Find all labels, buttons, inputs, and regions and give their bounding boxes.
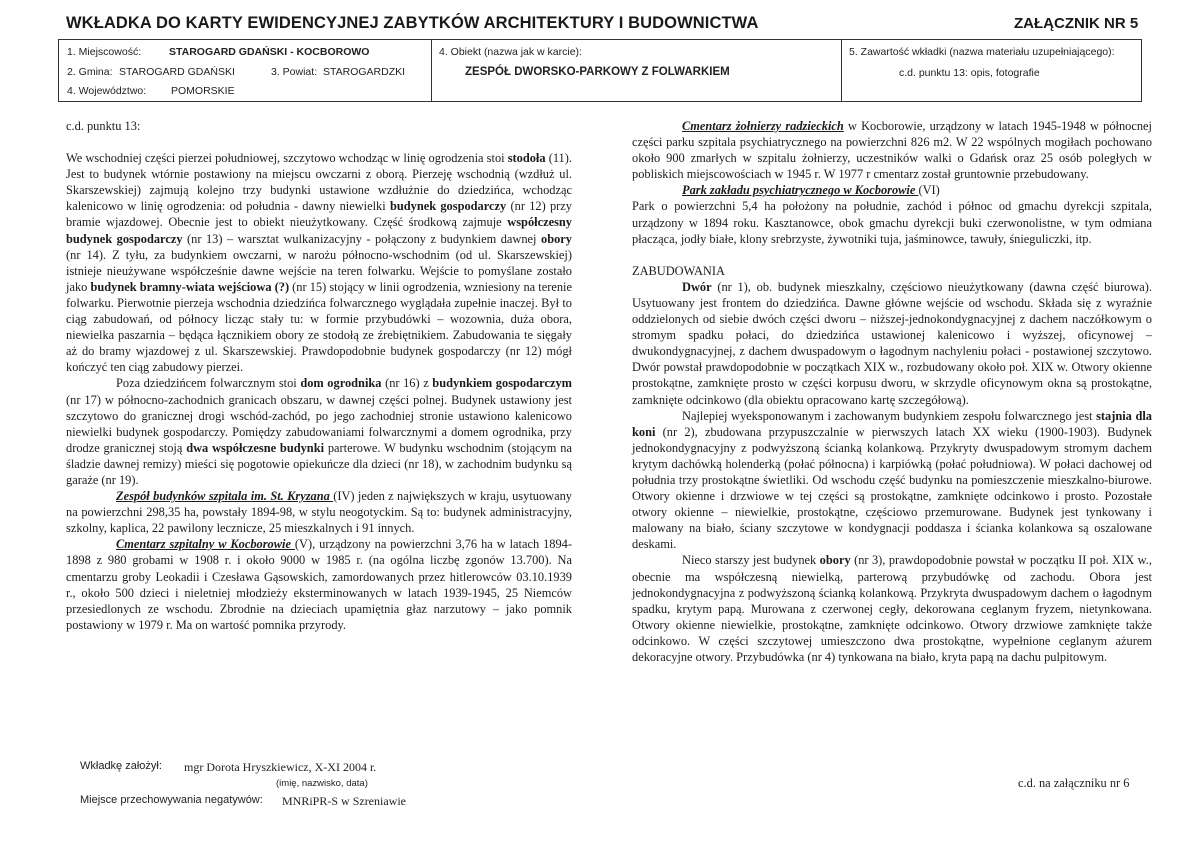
- paragraph-park: Park o powierzchni 5,4 ha położony na południe, zachód i północ od gmachu dyrekcji szpitala, urządzony w 1894 roku. Kasztanowce, obok gmachu dyrekcji buki czerwonolistne, w tym odmiana płacząca, jodły białe, klony srebrzyste, żywotniki tuja, jaśminowce, tawuły, śnieguliczki, itp.: [632, 199, 1152, 246]
- paragraph-hospital-cemetery: Cmentarz szpitalny w Kocborowie (V), urządzony na powierzchni 3,76 ha w latach 1894-1898 z 980 grobami w 1908 r. i około 9000 w 1985 r. (na ogólna liczbę zgonów 13.700). Na cmentarzu groby Leokadii i Czesława Gąsowskich, zamordowanych przez hitlerowców 03.10.1939 r., około 500 dzieci i nieletniej młodzieży eksterminowanych w latach 1939-1945, 25 Niemców przesiedlonych ze wschodu. Zbrodnie na dzieciach upamiętnia głaz narzutowy – jako pomnik postawiony w 1979 r. Ma on wartość pomnika przyrody.: [66, 537, 572, 632]
- paragraph-gardener-house: Poza dziedzińcem folwarcznym stoi dom ogrodnika (nr 16) z budynkiem gospodarczym (nr 17) w północno-zachodnich granicach obszaru, w dawnej części polnej. Budynek ustawiony jest szczytowo do granicznej drogi wschód-zachód, po jego zachodniej stronie ustawiono kalenicowo niewielki budynek gospodarczy. Pomiędzy zabudowaniami folwarcznymi a domem ogrodnika, przy drodze granicznej stoją dwa współczesne budynki parterowe. W budynku wschodnim (stojącym na śladzie dawnej remizy) mieści się pogotowie opiekuńcze dla dzieci (nr 18), w zachodnim budynku są garaże (nr 19).: [66, 376, 572, 487]
- paragraph-manor: Dwór (nr 1), ob. budynek mieszkalny, częściowo nieużytkowany (dawna część biurowa). Usytuowany jest frontem do dziedzińca. Dawne główne wejście od wschodu. Składa się z wyraźnie oddzielonych od siebie dwóch części dworu – niższej-jednokondygnacyjnej z dachem naczółkowym o stromym spadku połaci, do dziedzińca ustawionej kalenicowo i wyższej, oficynowej – dwukondygnacyjnej, z dachem dwuspadowym o łagodnym nachyleniu połaci - postawionej szczytowo. Dwór powstał prawdopodobnie w początkach XIX w., rozbudowany około poł. XIX w. Otwory okienne prostokątne, zamknięte prosto w części korpusu dworu, w skrzydle oficynowym okna są prostokątne, zamknięte odcinkowo (dla obiektu opracowano kartę szczegółową).: [632, 279, 1152, 407]
- miejscowosc-label: 1. Miejscowość:: [67, 46, 142, 58]
- negatives-location-value: MNRiPR-S w Szreniawie: [282, 794, 406, 808]
- miejscowosc-value: STAROGARD GDAŃSKI - KOCBOROWO: [169, 46, 370, 58]
- zawartosc-label: 5. Zawartość wkładki (nazwa materiału uzupełniającego):: [849, 46, 1115, 58]
- obiekt-value: ZESPÓŁ DWORSKO-PARKOWY Z FOLWARKIEM: [465, 66, 730, 78]
- location-cell: [59, 40, 432, 101]
- paragraph-soviet-cemetery: Cmentarz żołnierzy radzieckich w Kocborowie, urządzony w latach 1945-1948 w północnej części parku szpitala psychiatrycznego na powierzchni 826 m2. W 22 wspólnych mogiłach pochowano około 900 zmarłych w szpitalu żołnierzy, uczestników walki o Gdańsk oraz 25 osób poległych w pobliskich miejscowościach w 1945 r. W 1977 r cmentarz został gruntownie przebudowany.: [632, 119, 1152, 182]
- wojewodztwo-label: 4. Województwo:: [67, 85, 147, 97]
- paragraph-park-heading: Park zakładu psychiatrycznego w Kocborowie (VI): [682, 183, 940, 198]
- negatives-location-label: Miejsce przechowywania negatywów:: [80, 794, 263, 806]
- paragraph-stable: Najlepiej wyeksponowanym i zachowanym budynkiem zespołu folwarcznego jest stajnia dla koni (nr 2), zbudowana przypuszczalnie w pierwszych latach XX wieku (1900-1903). Budynek jednokondygnacyjny z podwyższoną ścianką kolankową. Przykryty dwuspadowym stromym dachem krytym dachówką holenderką (połać północna) i karpiówką (połać południowa). W połaci dachowej od południa trzy prostokątne świetliki. Od wschodu część budynku na pomieszczenie mieszkalno-biurowe. Otwory okienne i drzwiowe w tej części są prostokątne, zamknięte odcinkowo i prosto. Pozostałe otwory okienne – niewielkie, prostokątne, częściowo przemurowane. Budynek jest tynkowany i malowany na biało, ściany szczytowe w kondygnacji poddasza i ścianka kolankowa są oszalowane deskami.: [632, 408, 1152, 552]
- left-column: [66, 118, 572, 633]
- wojewodztwo-value: POMORSKIE: [171, 85, 235, 97]
- author-value: mgr Dorota Hryszkiewicz, X-XI 2004 r.: [184, 760, 377, 774]
- section-heading-zabudowania: ZABUDOWANIA: [632, 263, 725, 278]
- right-column: [632, 118, 1152, 665]
- powiat-value: STAROGARDZKI: [323, 66, 406, 78]
- object-cell: [431, 40, 842, 101]
- gmina-value: STAROGARD GDAŃSKI: [119, 66, 235, 78]
- cd-point-heading: c.d. punktu 13:: [66, 119, 141, 133]
- author-hint: (imię, nazwisko, data): [276, 778, 368, 789]
- powiat-label: 3. Powiat:: [271, 66, 318, 78]
- paragraph-east-frontage: We wschodniej części pierzei południowej, szczytowo wchodząc w linię ogrodzenia stoi stodoła (11). Jest to budynek wtórnie postawiony na miejscu owczarni z oborą. Pierzeję wschodnią (wzdłuż ul. Skarszewskiej) zajmują kolejno trzy budynki ustawione wzdłużnie do dziedzińca, wchodząc kalenicowo w linię ogrodzenia: od południa - dawny niewielki budynek gospodarczy (nr 12) przy bramie wjazdowej. Obecnie jest to obiekt nieużytkowany. Część środkową zajmuje współczesny budynek gospodarczy (nr 13) – warsztat wulkanizacyjny - połączony z budynkiem dawnej obory (nr 14). Z tyłu, za budynkiem owczarni, w narożu północno-wschodnim (od ul. Skarszewskiej) istnieje nieużywane współcześnie dawne wejście na teren folwarku. Wejście to pomyślane zostało jako budynek bramny-wiata wejściowa (?) (nr 15) stojący w linii ogrodzenia, wzniesiony na terenie folwarku. Pierwotnie pierzeja wschodnia dziedzińca folwarcznego wyglądała zupełnie inaczej. Był to ciąg zabudowań, od północy licząc stały tu: w formie przybudówki – wozownia, duża obora, niewielka paszarnia – będąca łącznikiem obory ze stodołą ze źrebiętnikiem. Zabudowania te sięgały aż do bramy wjazdowej z ul. Skarszewskiej. Prawdopodobnie budynek gospodarczy (nr 12) mógł kończyć ten ciąg zabudowy pierzei.: [66, 151, 573, 375]
- page-title: WKŁADKA DO KARTY EWIDENCYJNEJ ZABYTKÓW ARCHITEKTURY I BUDOWNICTWA: [66, 14, 759, 32]
- obiekt-label: 4. Obiekt (nazwa jak w karcie):: [439, 46, 582, 58]
- content-cell: [841, 40, 1141, 101]
- zawartosc-value: c.d. punktu 13: opis, fotografie: [899, 67, 1040, 79]
- appendix-number: ZAŁĄCZNIK NR 5: [1014, 15, 1139, 32]
- paragraph-cowshed: Nieco starszy jest budynek obory (nr 3), prawdopodobnie powstał w początku II poł. XIX w., obecnie ma współczesną niewielką, parterową przybudówkę od zachodu. Obora jest jednokondygnacyjna z podwyższoną ścianką kolankową. Przykryta dwuspadowym dachem o łagodnym spadku, krytym papą. Murowana z czerwonej cegły, dekorowana ceglanym fryzem, nietynkowana. Otwory okienne niewielkie, prostokątne, zamknięte odcinkowo. Otwory drzwiowe zamknięte także odcinkowo. W części szczytowej umieszczono dwa prostokątne, wypełnione ceglanym ażurem dekoracyjne otwory. Przybudówka (nr 4) tynkowana na biało, kryta papą na dachu pulpitowym.: [632, 553, 1152, 664]
- author-label: Wkładkę założył:: [80, 760, 162, 772]
- gmina-label: 2. Gmina:: [67, 66, 113, 78]
- paragraph-hospital-complex: Zespół budynków szpitala im. St. Kryzana (IV) jeden z największych w kraju, usytuowany na powierzchni 298,35 ha, powstały 1894-98, w stylu neogotyckim. Są to: budynek administracyjny, szkolny, kaplica, 22 pawilony lecznicze, 25 mieszkalnych i 91 innych.: [66, 489, 572, 536]
- header-form-box: [58, 39, 1142, 102]
- continued-note: c.d. na załączniku nr 6: [1018, 776, 1130, 790]
